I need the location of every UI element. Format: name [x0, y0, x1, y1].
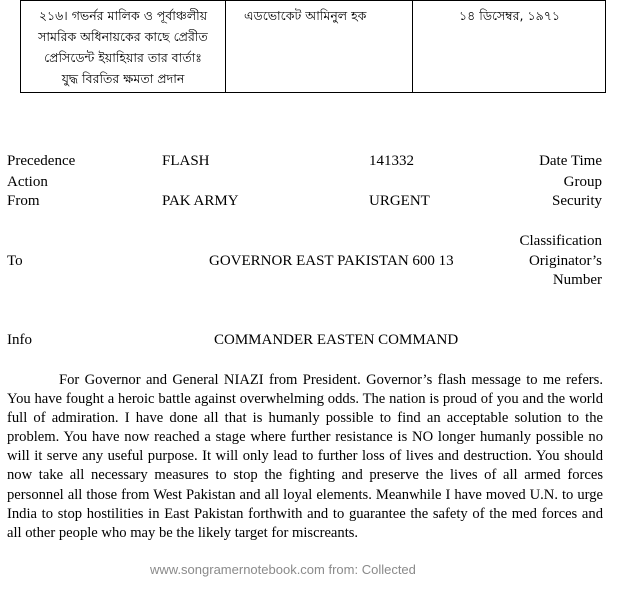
info-value: COMMANDER EASTEN COMMAND	[214, 332, 459, 348]
group-label: Group	[563, 174, 602, 190]
precedence-label: Precedence	[7, 153, 76, 169]
info-label: Info	[7, 332, 32, 348]
description-line: যুদ্ধ বিরতির ক্ষমতা প্রদান	[61, 71, 185, 86]
to-label: To	[7, 253, 23, 269]
originators-label: Originator’s	[528, 253, 602, 269]
date-time-label: Date Time	[539, 153, 602, 169]
to-value: GOVERNOR EAST PAKISTAN 600 13	[209, 253, 454, 269]
message-body: For Governor and General NIAZI from President. Governor’s flash message to me refers. You have fought a heroic battle against overwhelming odds. The nation is proud of you and the world full of admiration. I have done all that is humanly possible to find an acceptable solution to the problem. You have now reached a stage where further resistance is NO longer humanly possible no will it serve any useful purpose. It will only lead to further loss of lives and destruction. You should now take all necessary measures to stop the fighting and preserve the lives of all armed forces personnel all those from West Pakistan and all loyal elements. Meanwhile I have moved U.N. to urge India to stop hostilities in East Pakistan forthwith and to guarantee the safety of the med forces and all other people who may be the likely target for miscreants.	[7, 372, 603, 541]
watermark: www.songramernotebook.com from: Collected	[150, 562, 416, 577]
table-row	[21, 1, 606, 93]
security-label: Security	[552, 193, 602, 209]
description-line: প্রেসিডেন্ট ইয়াহিয়ার তার বার্তাঃ	[44, 50, 202, 65]
message-number: 141332	[369, 153, 414, 169]
date-cell: ১৪ ডিসেম্বর, ১৯৭১	[413, 1, 606, 93]
security-value: URGENT	[369, 193, 430, 209]
description-line: সামরিক অধিনায়কের কাছে প্রেরীত	[38, 29, 208, 44]
classification-label: Classification	[519, 233, 602, 249]
description-cell	[21, 1, 226, 93]
action-label: Action	[7, 174, 48, 190]
precedence-value: FLASH	[162, 153, 210, 169]
source-cell: এডভোকেট আমিনুল হক	[226, 1, 413, 93]
number-label: Number	[552, 272, 602, 288]
document-table	[20, 0, 606, 93]
description-line: ২১৬। গভর্নর মালিক ও পূর্বাঞ্চলীয়	[38, 8, 208, 23]
from-label: From	[7, 193, 40, 209]
from-value: PAK ARMY	[162, 193, 239, 209]
